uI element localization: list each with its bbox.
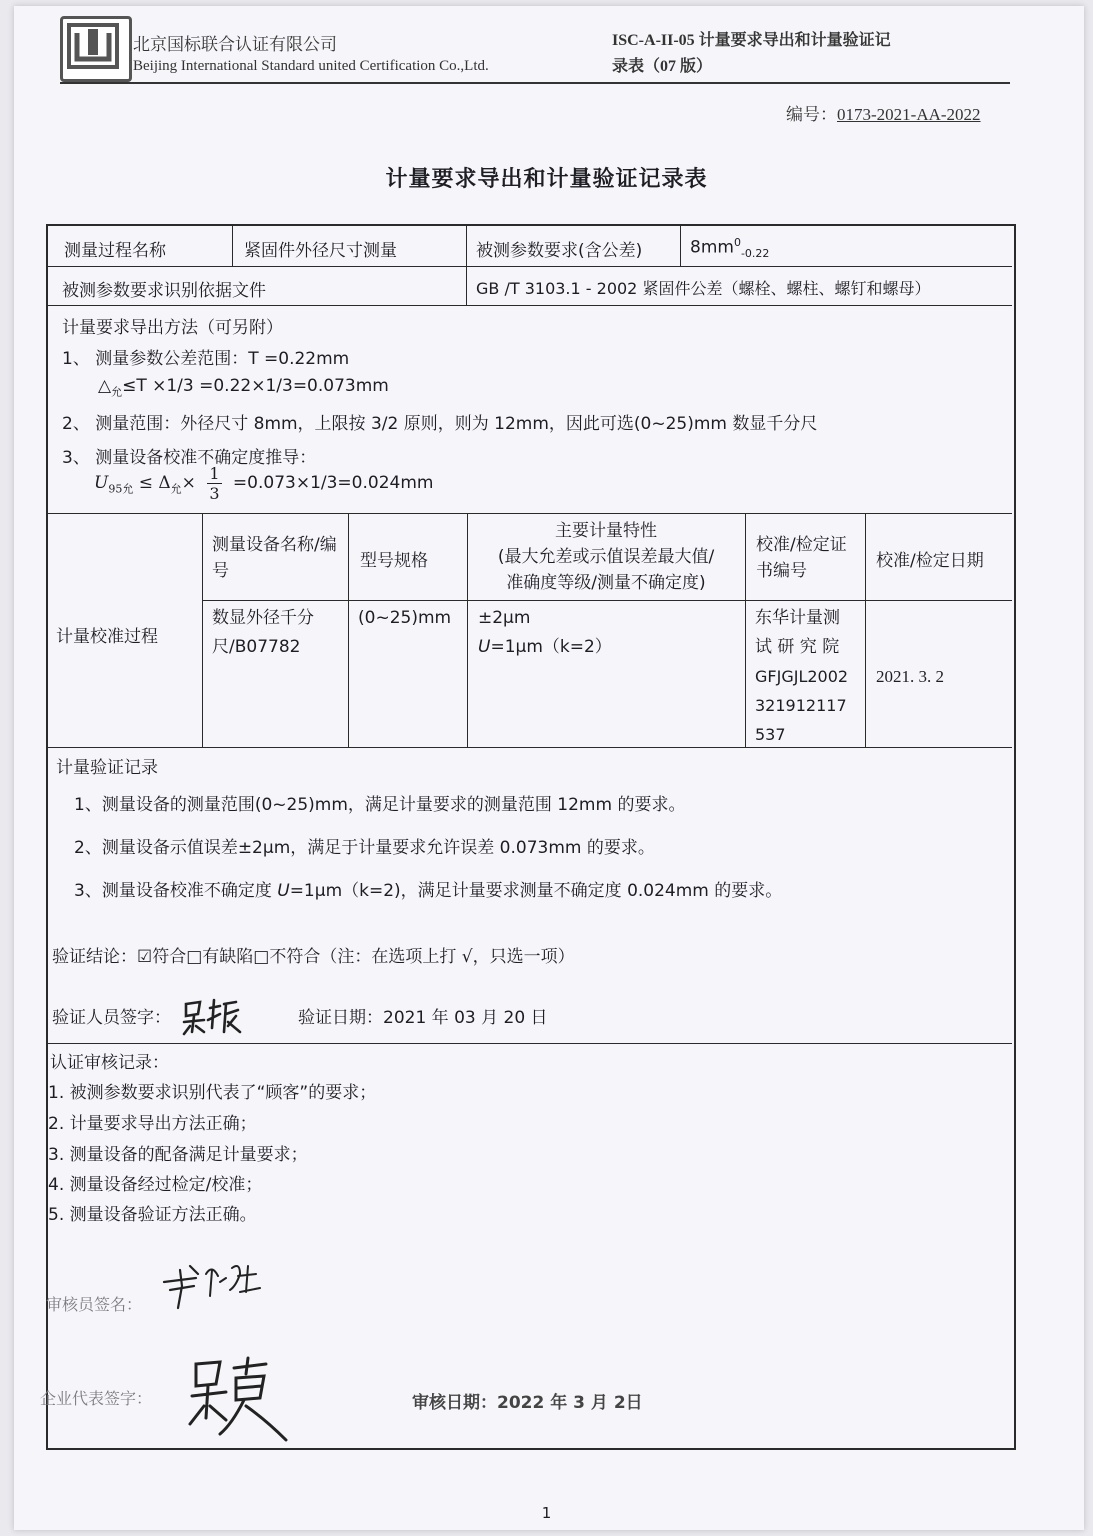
page-number: 1	[541, 1504, 552, 1522]
param-requirement-label: 被测参数要求(含公差)	[476, 241, 643, 261]
model-cell: (0~25)mm	[358, 608, 452, 628]
audit-item: 1. 被测参数要求识别代表了“顾客”的要求；	[48, 1083, 377, 1103]
verification-item3-rest: =1μm（k=2)，满足计量要求测量不确定度 0.024mm 的要求。	[289, 881, 783, 901]
derivation-line2: 2、 测量范围：外径尺寸 8mm，上限按 3/2 原则，则为 12mm，因此可选(0~25)mm 数显千分尺	[62, 414, 818, 434]
form-title: 计量要求导出和计量验证记录表	[385, 167, 708, 192]
cert-line: GFJGJL2002	[755, 667, 849, 686]
calibration-date-cell: 2021. 3. 2	[876, 667, 944, 686]
col-header-char-line3: 准确度等级/测量不确定度)	[506, 573, 706, 593]
audit-heading: 认证审核记录：	[50, 1053, 169, 1073]
representative-signature	[186, 1354, 296, 1454]
basis-document-label: 被测参数要求识别依据文件	[62, 281, 266, 301]
certificate-cell	[755, 604, 848, 749]
header-divider	[60, 82, 1010, 84]
formula-delta-subscript: 允	[170, 482, 182, 496]
verification-item	[74, 876, 782, 901]
auditor-signature	[160, 1256, 270, 1316]
uncertainty-formula	[94, 464, 433, 503]
delta-expression: ≤T ×1/3 =0.22×1/3=0.073mm	[122, 376, 389, 396]
serial-value: 0173-2021-AA-2022	[837, 105, 981, 124]
col-header-char-line2: (最大允差或示值误差最大值/	[497, 547, 715, 567]
calibration-section-label: 计量校准过程	[56, 627, 158, 647]
column-divider	[466, 226, 467, 305]
row-divider	[202, 600, 1012, 601]
delta-symbol: △	[98, 376, 112, 396]
param-requirement-value	[690, 236, 769, 260]
fraction-numerator: 1	[209, 464, 220, 483]
representative-signature-label: 企业代表签字：	[40, 1389, 153, 1408]
cert-line: 东华计量测	[755, 608, 840, 628]
col-header-certificate: 校准/检定证书编号	[756, 535, 847, 581]
uncertainty-symbol: U	[478, 637, 491, 657]
serial-label: 编号：	[786, 105, 837, 125]
formula-times: ×	[181, 473, 196, 493]
column-divider	[467, 513, 468, 747]
process-name-value: 紧固件外径尺寸测量	[244, 241, 397, 261]
company-name-cn: 北京国标联合认证有限公司	[133, 35, 337, 55]
cert-line: 试 研 究 院	[755, 637, 840, 657]
document-code	[612, 28, 972, 80]
column-divider	[745, 513, 746, 747]
max-error-value: ±2μm	[478, 608, 531, 628]
verification-date: 验证日期：2021 年 03 月 20 日	[298, 1008, 548, 1028]
audit-item: 2. 计量要求导出方法正确；	[48, 1114, 257, 1134]
row-divider	[48, 1043, 1012, 1044]
column-divider	[202, 513, 203, 747]
formula-u: U	[94, 473, 109, 493]
audit-item: 5. 测量设备验证方法正确。	[48, 1205, 257, 1225]
verification-item: 1、测量设备的测量范围(0~25)mm，满足计量要求的测量范围 12mm 的要求。	[74, 795, 686, 815]
derivation-line3: 3、 测量设备校准不确定度推导：	[62, 448, 317, 468]
verifier-signature-label: 验证人员签字：	[52, 1008, 171, 1028]
uncertainty-expression: =1μm（k=2）	[490, 637, 612, 657]
col-header-model: 型号规格	[360, 551, 428, 571]
company-name-en: Beijing International Standard united Certification Co.,Ltd.	[133, 58, 489, 74]
characteristics-cell	[478, 604, 612, 662]
row-divider	[48, 305, 1012, 306]
basis-document-value: GB /T 3103.1 - 2002 紧固件公差（螺栓、螺柱、螺钉和螺母）	[476, 279, 931, 298]
col-header-char-line1: 主要计量特性	[555, 521, 657, 541]
verification-item: 2、测量设备示值误差±2μm，满足于计量要求允许误差 0.073mm 的要求。	[74, 838, 655, 858]
document-code-line2: 录表（07 版）	[612, 58, 713, 75]
device-name-cell: 数显外径千分尺/B07782	[212, 608, 314, 657]
formula-fraction	[207, 464, 221, 503]
param-nominal: 8mm	[690, 237, 734, 258]
process-name-label: 测量过程名称	[64, 241, 166, 261]
fraction-denominator: 3	[209, 484, 220, 503]
row-divider	[48, 513, 1012, 514]
uncertainty-value	[478, 633, 612, 662]
row-divider	[48, 266, 1012, 267]
param-upper-tol: 0	[733, 236, 741, 249]
document-code-line1: ISC-A-II-05 计量要求导出和计量验证记	[612, 32, 891, 49]
audit-date: 审核日期：2022 年 3 月 2日	[412, 1393, 643, 1413]
verification-conclusion: 验证结论：☑符合□有缺陷□不符合（注：在选项上打 √，只选一项）	[52, 947, 575, 967]
column-divider	[348, 513, 349, 747]
formula-result: =0.073×1/3=0.024mm	[232, 473, 434, 493]
derivation-line1: 1、 测量参数公差范围：T =0.22mm	[62, 349, 350, 369]
cert-line: 537	[755, 725, 786, 744]
derivation-heading: 计量要求导出方法（可另附）	[62, 318, 283, 338]
audit-item: 4. 测量设备经过检定/校准；	[48, 1175, 263, 1195]
col-header-device: 测量设备名称/编号	[212, 535, 337, 581]
company-logo	[60, 16, 132, 82]
verification-item3-u: U	[277, 881, 290, 901]
formula-u-subscript: 95允	[108, 482, 134, 496]
col-header-characteristics	[470, 518, 742, 596]
col-header-date: 校准/检定日期	[876, 551, 984, 571]
column-divider	[680, 226, 681, 266]
param-lower-tol: -0.22	[740, 247, 770, 261]
column-divider	[232, 226, 233, 266]
derivation-line1b	[98, 376, 389, 399]
verification-item3-prefix: 3、测量设备校准不确定度	[74, 881, 278, 901]
column-divider	[865, 513, 866, 747]
delta-subscript: 允	[111, 385, 123, 399]
serial-number	[786, 100, 981, 125]
verification-heading: 计量验证记录	[56, 758, 158, 778]
audit-item: 3. 测量设备的配备满足计量要求；	[48, 1145, 308, 1165]
auditor-signature-label: 审核员签名：	[46, 1295, 143, 1314]
cert-line: 321912117	[755, 696, 847, 715]
row-divider	[48, 747, 1012, 748]
verifier-signature	[180, 996, 244, 1040]
formula-leq-delta: ≤ Δ	[138, 473, 171, 493]
